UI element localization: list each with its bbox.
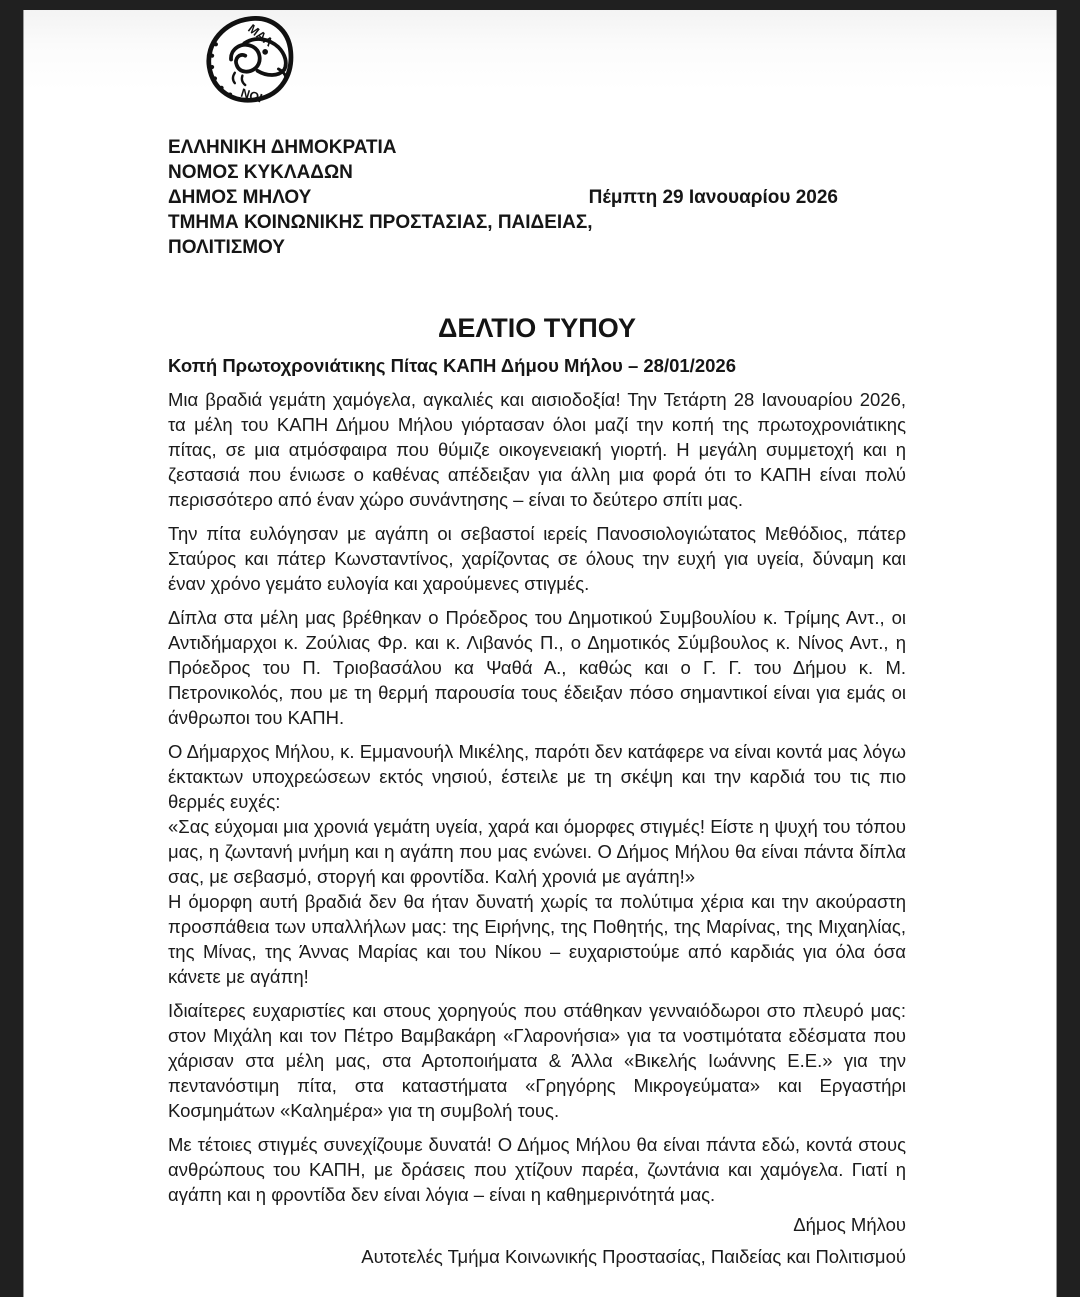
document-page (23, 10, 1057, 1297)
paragraph-sponsors: Ιδιαίτερες ευχαριστίες και στους χορηγούς που στάθηκαν γενναιόδωροι στο πλευρό μας: στον Μιχάλη και τον Πέτρο Βαμβακάρη «Γλαρονήσια» για τα νοστιμότατα εδέσματα που χάρισαν στα μέλη μας, στα Αρτοποιήματα & Άλλα «Βικελής Ιωάννης Ε.Ε.» για την πεντανόστιμη πίτα, στα καταστήματα «Γρηγόρης Μικρογεύματα» και Εργαστήρι Κοσμημάτων «Καλημέρα» για τη συμβολή τους. (168, 1000, 906, 1121)
coin-letters-bottom: ΙΟΝ (239, 85, 265, 104)
paragraph-officials: Δίπλα στα μέλη μας βρέθηκαν ο Πρόεδρος του Δημοτικού Συμβουλίου κ. Τρίμης Αντ., οι Αντιδήμαρχοι κ. Ζούλιας Φρ. και κ. Λιβανός Π., ο Δημοτικός Σύμβουλος κ. Νίνος Αντ., η Πρόεδρος του Π. Τριοβασάλου κα Ψαθά Α., καθώς και ο Γ. Γ. του Δήμου κ. Μ. Πετρονικολός, που με τη θερμή παρουσία τους έδειξαν πόσο σημαντικοί είναι για εμάς οι άνθρωποι του ΚΑΠΗ. (168, 607, 906, 728)
press-release-subtitle: Κοπή Πρωτοχρονιάτικης Πίτας ΚΑΠΗ Δήμου Μήλου – 28/01/2026 (168, 355, 736, 376)
milos-coin-ram-icon (202, 14, 298, 104)
letterhead-line-municipality: ΔΗΜΟΣ ΜΗΛΟΥ (168, 187, 312, 208)
paragraph-mayor: Ο Δήμαρχος Μήλου, κ. Εμμανουήλ Μικέλης, παρότι δεν κατάφερε να είναι κοντά μας λόγω έκτακτων υποχρεώσεων εκτός νησιού, έστειλε με τη σκέψη και την καρδιά του τις πιο θερμές ευχές: (168, 741, 906, 812)
press-release-title: ΔΕΛΤΙΟ ΤΥΠΟΥ (438, 313, 636, 343)
paragraph-staff-thanks: Η όμορφη αυτή βραδιά δεν θα ήταν δυνατή χωρίς τα πολύτιμα χέρια και την ακούραστη προσπάθεια των υπαλλήλων μας: της Ειρήνης, της Ποθητής, της Μαρίνας, της Μιχαηλίας, της Μίνας, της Άννας Μαρίας και του Νίκου – ευχαριστούμε από καρδιάς για όλα όσα κάνετε με αγάπη! (168, 891, 906, 987)
signature-department: Αυτοτελές Τμήμα Κοινωνικής Προστασίας, Παιδείας και Πολιτισμού (361, 1246, 906, 1267)
letterhead-line-department-1: ΤΜΗΜΑ ΚΟΙΝΩΝΙΚΗΣ ΠΡΟΣΤΑΣΙΑΣ, ΠΑΙΔΕΙΑΣ, (168, 212, 593, 233)
paragraph-closing: Με τέτοιες στιγμές συνεχίζουμε δυνατά! Ο Δήμος Μήλου θα είναι πάντα εδώ, κοντά στους ανθρώπους του ΚΑΠΗ, με δράσεις που χτίζουν παρέα, ζωντάνια και χαμόγελα. Γιατί η αγάπη και η φροντίδα δεν είναι λόγια – είναι η καθημερινότητά μας. (168, 1134, 906, 1205)
press-release-body (168, 387, 906, 1207)
coin-letters-top: ΜΑΛ (245, 21, 276, 50)
paragraph-mayor-quote: «Σας εύχομαι μια χρονιά γεμάτη υγεία, χαρά και όμορφες στιγμές! Είστε η ψυχή του τόπου μας, η ζωντανή μνήμη και η αγάπη που μας ενώνει. Ο Δήμος Μήλου θα είναι πάντα δίπλα σας, με σεβασμό, στοργή και φροντίδα. Καλή χρονιά με αγάπη!» (168, 816, 906, 887)
letterhead-line-republic: ΕΛΛΗΝΙΚΗ ΔΗΜΟΚΡΑΤΙΑ (168, 137, 397, 158)
signature-municipality: Δήμος Μήλου (793, 1214, 906, 1235)
paragraph-blessing: Την πίτα ευλόγησαν με αγάπη οι σεβαστοί ιερείς Πανοσιολογιώτατος Μεθόδιος, πάτερ Σταύρος και πάτερ Κωνσταντίνος, χαρίζοντας σε όλους την ευχή για υγεία, δύναμη και έναν χρόνο γεμάτο ευλογία και χαρούμενες στιγμές. (168, 523, 906, 594)
letterhead (168, 135, 906, 260)
document-date: Πέμπτη 29 Ιανουαρίου 2026 (588, 187, 838, 208)
document-content (24, 14, 1056, 1269)
milos-coin-logo (202, 14, 298, 104)
letterhead-line-prefecture: ΝΟΜΟΣ ΚΥΚΛΑΔΩΝ (168, 162, 353, 183)
paragraph-intro: Μια βραδιά γεμάτη χαμόγελα, αγκαλιές και αισιοδοξία! Την Τετάρτη 28 Ιανουαρίου 2026, τα μέλη του ΚΑΠΗ Δήμου Μήλου γιόρτασαν όλοι μαζί την κοπή της πρωτοχρονιάτικης πίτας, σε μια ατμόσφαιρα που θύμιζε οικογενειακή γιορτή. Η μεγάλη συμμετοχή και η ζεστασιά που ένιωσε ο καθένας απέδειξαν για άλλη μια φορά ότι το ΚΑΠΗ είναι πολύ περισσότερο από έναν χώρο συνάντησης – είναι το δεύτερο σπίτι μας. (168, 389, 906, 510)
letterhead-line-department-2: ΠΟΛΙΤΙΣΜΟΥ (168, 237, 285, 258)
